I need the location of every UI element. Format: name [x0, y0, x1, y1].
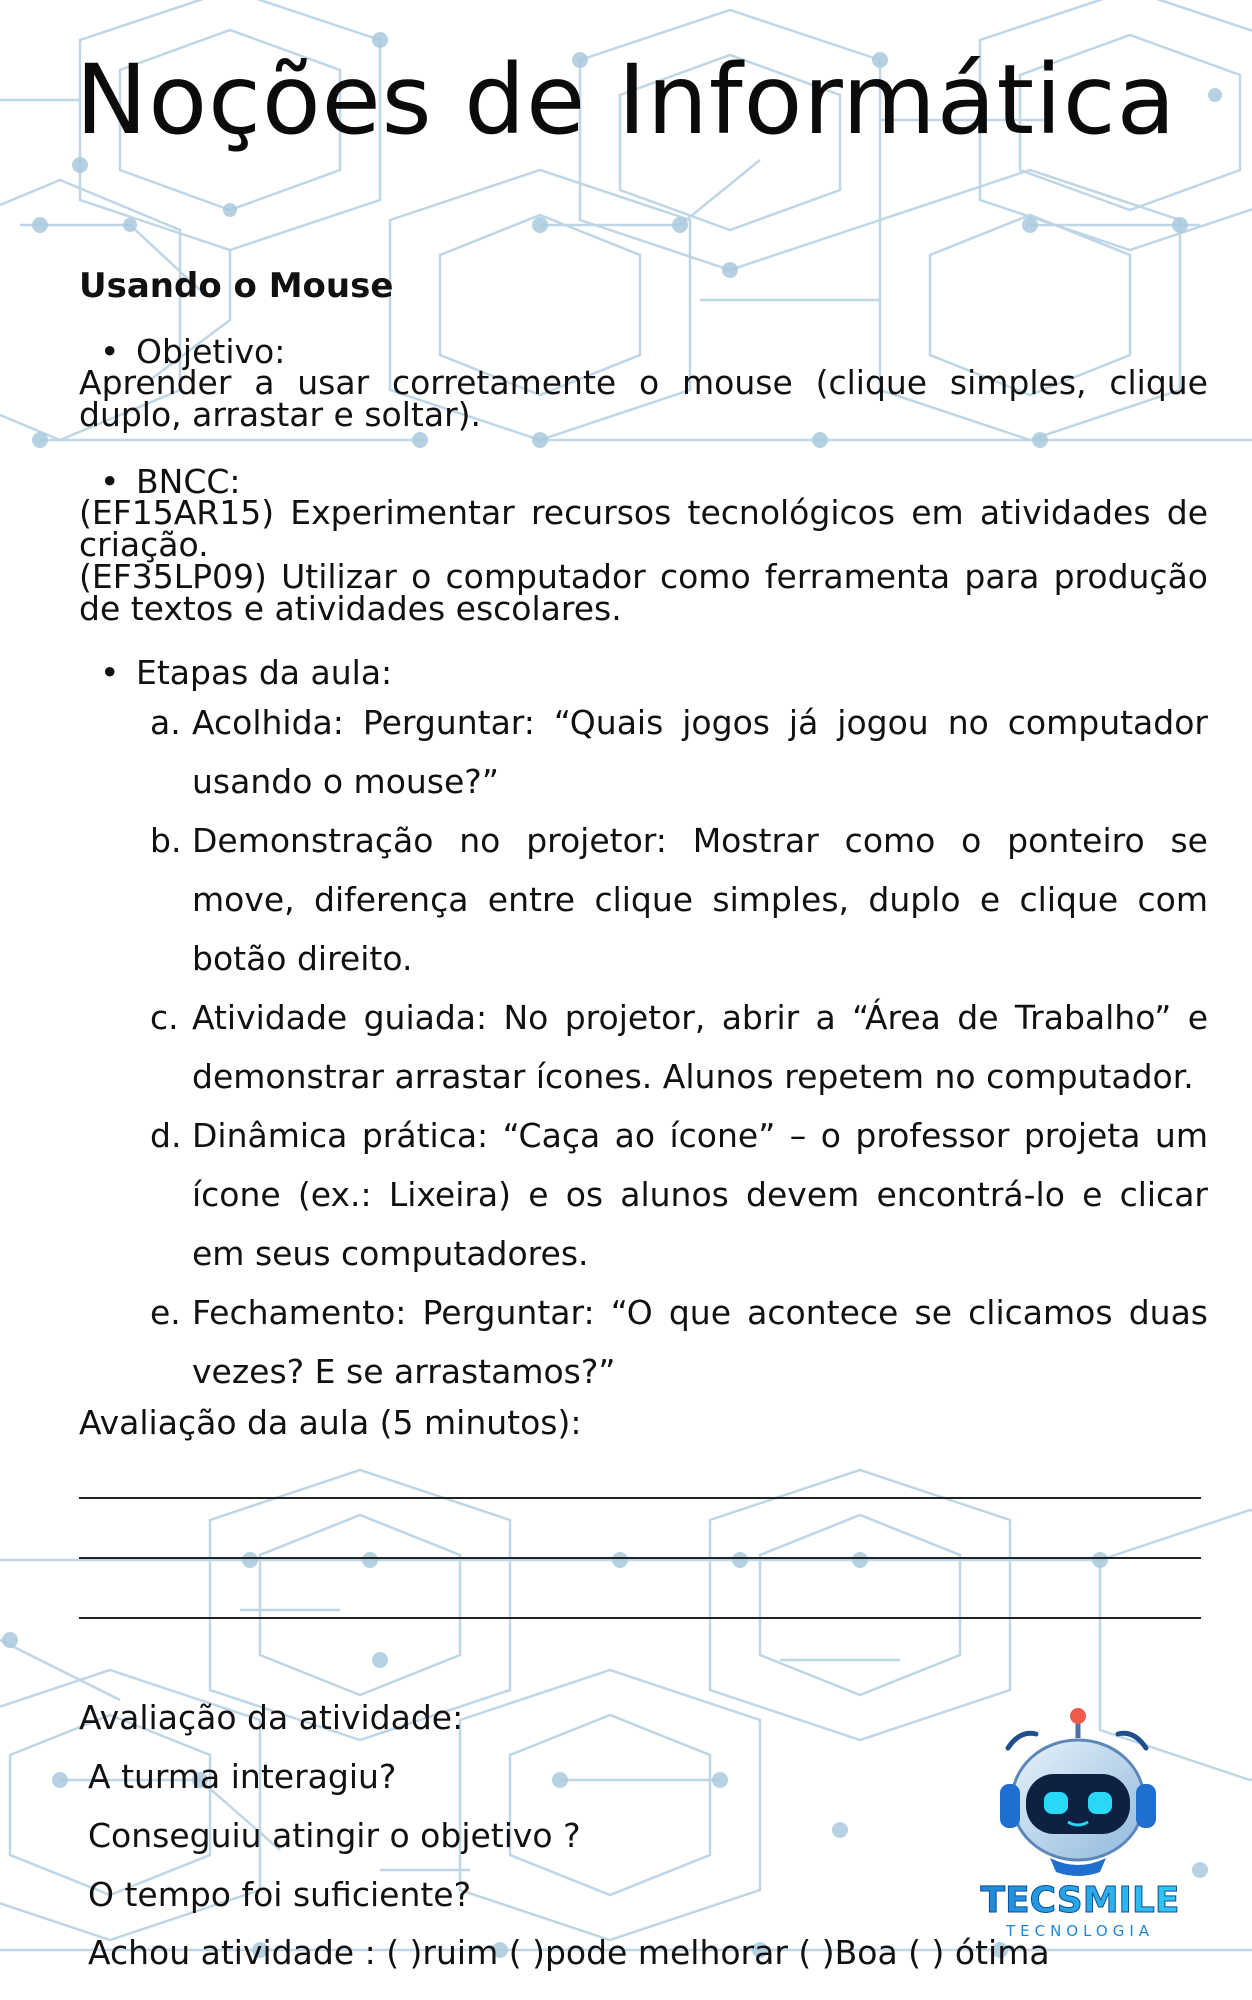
logo-brand-text: TECSMILE: [980, 1880, 1180, 1921]
objective-label: Objetivo:: [136, 332, 286, 371]
step-text: Dinâmica prática: “Caça ao ícone” – o professor projeta um ícone (ex.: Lixeira) e os alunos devem encontrá-lo e clicar em seus computadores.: [192, 1116, 1208, 1273]
evaluation-question: Achou atividade : ( )ruim ( )pode melhorar ( )Boa ( ) ótima: [88, 1933, 1050, 1972]
evaluation-question: A turma interagiu?: [88, 1757, 397, 1796]
steps-bullet: [100, 653, 392, 692]
logo-tagline-text: TECNOLOGIA: [1005, 1922, 1155, 1940]
evaluation-question: O tempo foi suficiente?: [88, 1875, 472, 1914]
step-text: Acolhida: Perguntar: “Quais jogos já jogou no computador usando o mouse?”: [192, 703, 1208, 801]
evaluation-question: Conseguiu atingir o objetivo ?: [88, 1816, 581, 1855]
step-marker: a.: [150, 703, 181, 742]
step-marker: e.: [150, 1293, 181, 1332]
objective-text: Aprender a usar corretamente o mouse (clique simples, clique duplo, arrastar e soltar).: [79, 363, 1208, 434]
step-text: Fechamento: Perguntar: “O que acontece se clicamos duas vezes? E se arrastamos?”: [192, 1293, 1208, 1391]
robot-icon: [1000, 1708, 1156, 1876]
step-text: Atividade guiada: No projetor, abrir a “Área de Trabalho” e demonstrar arrastar ícones. Alunos repetem no computador.: [192, 998, 1208, 1096]
lesson-evaluation-label: Avaliação da aula (5 minutos):: [79, 1403, 582, 1442]
bncc-line-2: (EF35LP09) Utilizar o computador como ferramenta para produção de textos e atividades escolares.: [79, 557, 1208, 628]
activity-evaluation-label: Avaliação da atividade:: [79, 1698, 464, 1737]
answer-line: [79, 1617, 1201, 1619]
answer-line: [79, 1497, 1201, 1499]
step-item: [150, 693, 1208, 811]
step-marker: d.: [150, 1116, 182, 1155]
step-text: Demonstração no projetor: Mostrar como o ponteiro se move, diferença entre clique simples, duplo e clique com botão direito.: [192, 821, 1208, 978]
step-item: [150, 1283, 1208, 1401]
page-title: Noções de Informática: [75, 44, 1177, 156]
step-marker: b.: [150, 821, 182, 860]
bncc-line-1: (EF15AR15) Experimentar recursos tecnológicos em atividades de criação.: [79, 493, 1208, 564]
steps-label: Etapas da aula:: [136, 653, 393, 692]
section-title: Usando o Mouse: [79, 266, 394, 306]
step-item: [150, 811, 1208, 988]
step-item: [150, 1106, 1208, 1283]
steps-list: [150, 693, 1208, 1401]
bncc-label: BNCC:: [136, 462, 241, 501]
answer-line: [79, 1557, 1201, 1559]
tecsmile-logo: [960, 1700, 1200, 1950]
step-item: [150, 988, 1208, 1106]
step-marker: c.: [150, 998, 179, 1037]
